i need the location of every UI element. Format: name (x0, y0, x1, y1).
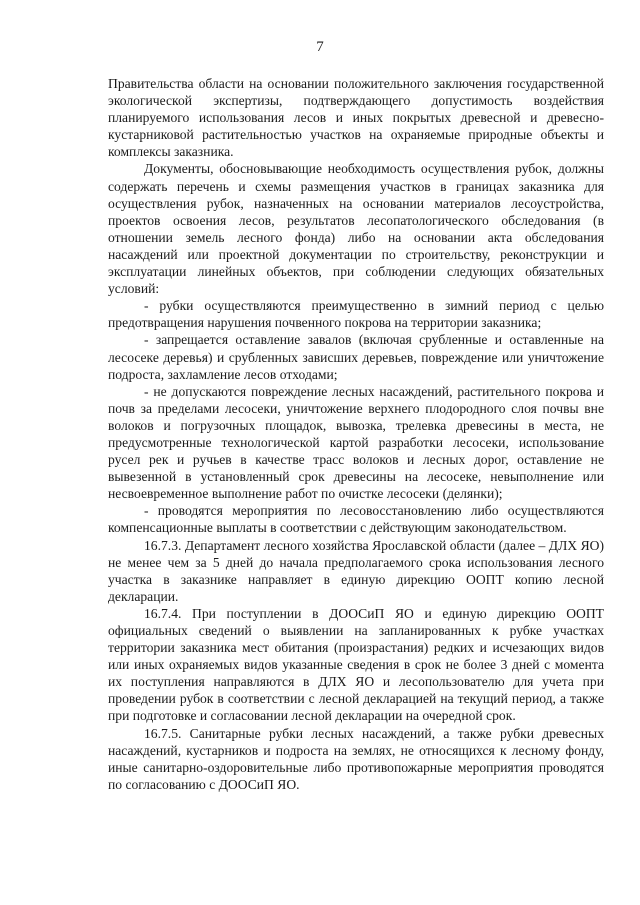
list-item-no-damage: - не допускаются повреждение лесных насаждений, растительного покрова и почв за пределами лесосеки, уничтожение верхнего плодородного слоя почвы вне волоков и погрузочных площадок, вывозка, трелевка древесины в места, не предусмотренные технологической картой разработки лесосеки, использование русел рек и ручьев в качестве трасс волоков и лесных дорог, оставление не вывезенной в установленный срок древесины на лесосеке, невыполнение или несвоевременное выполнение работ по очистке лесосеки (делянки); (108, 383, 604, 502)
paragraph-documents-requirements: Документы, обосновывающие необходимость осуществления рубок, должны содержать перечень и схемы размещения участков в границах заказника для осуществления рубок, назначенных на основании материалов лесоустройства, проектов освоения лесов, результатов лесопатологического обследования (в отношении земель лесного фонда) либо на основании акта обследования насаждений или проектной документации по строительству, реконструкции и эксплуатации линейных объектов, при соблюдении следующих обязательных условий: (108, 161, 604, 297)
document-body (108, 75, 604, 793)
list-item-no-debris: - запрещается оставление завалов (включая срубленные и оставленные на лесосеке деревья) и срубленных зависших деревьев, повреждение или уничтожение подроста, захламление лесов отходами; (108, 332, 604, 382)
list-item-winter-felling: - рубки осуществляются преимущественно в зимний период с целью предотвращения нарушения почвенного покрова на территории заказника; (108, 298, 604, 331)
paragraph-16-7-3: 16.7.3. Департамент лесного хозяйства Ярославской области (далее – ДЛХ ЯО) не менее чем за 5 дней до начала предполагаемого срока использования лесного участка в заказнике направляет в единую дирекцию ООПТ копию лесной декларации. (108, 537, 604, 604)
paragraph-16-7-5: 16.7.5. Санитарные рубки лесных насаждений, а также рубки древесных насаждений, кустарников и подроста на землях, не относящихся к лесному фонду, иные санитарно-оздоровительные либо противопожарные мероприятия проводятся по согласованию с ДООСиП ЯО. (108, 725, 604, 792)
paragraph-continuation: Правительства области на основании положительного заключения государственной экологической экспертизы, подтверждающего допустимость воздействия планируемого использования лесов и иных покрытых древесной и древесно-кустарниковой растительностью участков на охраняемые природные объекты и комплексы заказника. (108, 76, 604, 160)
paragraph-16-7-4: 16.7.4. При поступлении в ДООСиП ЯО и единую дирекцию ООПТ официальных сведений о выявлении на запланированных к рубке участках территории заказника мест обитания (произрастания) редких и исчезающих видов или иных охраняемых видов указанные сведения в срок не более 3 дней с момента их поступления направляются в ДЛХ ЯО и лесопользователю для учета при проведении рубок в соответствии с лесной декларацией на текущий период, а также при подготовке и согласовании лесной декларации на очередной срок. (108, 605, 604, 724)
page-number: 7 (316, 39, 324, 55)
list-item-reforestation: - проводятся мероприятия по лесовосстановлению либо осуществляются компенсационные выплаты в соответствии с действующим законодательством. (108, 503, 604, 536)
